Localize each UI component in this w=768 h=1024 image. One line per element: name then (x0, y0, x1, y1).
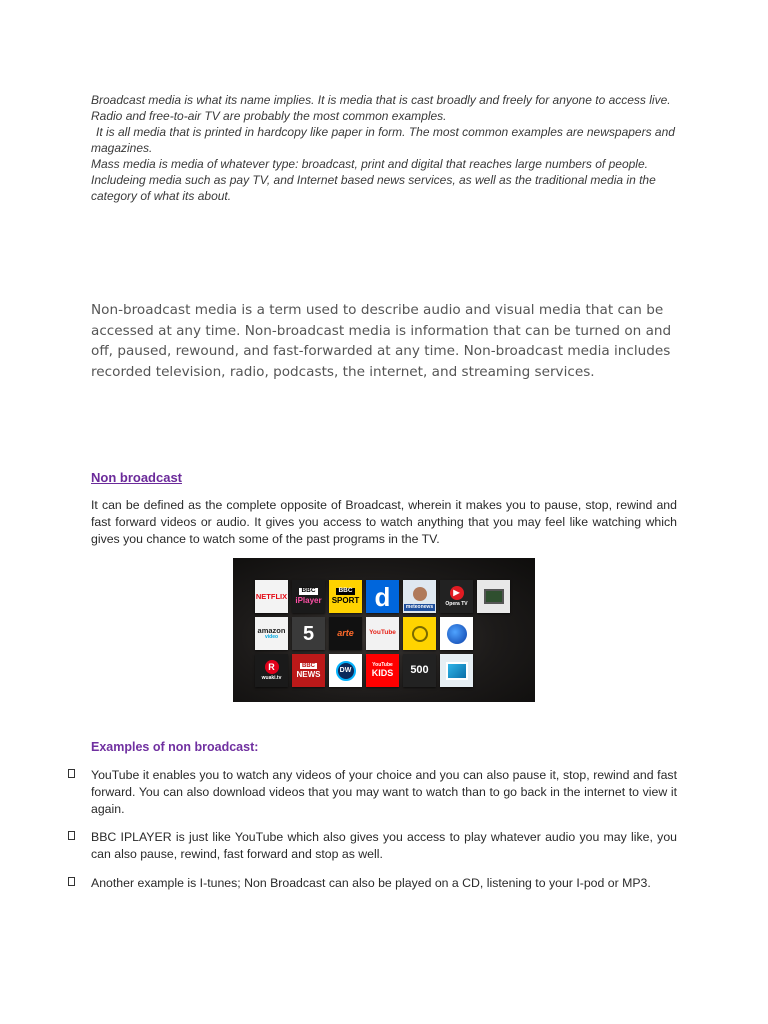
photo-app-logo (440, 654, 473, 687)
bbc-news-logo (292, 654, 325, 687)
globe-app-logo (440, 617, 473, 650)
news-label: NEWS (296, 669, 321, 679)
bullet-box-icon (68, 877, 75, 886)
youtube-kids-logo (366, 654, 399, 687)
rakuten-tv-logo (255, 654, 288, 687)
sport-label: SPORT (331, 595, 360, 605)
mass-media-text: Mass media is media of whatever type: broadcast, print and digital that reaches large numbers of people. Includeing media such as pay TV, and Internet based news services, as well as the traditional media in the category of what its about. (91, 157, 656, 203)
bbc-sport-logo (329, 580, 362, 613)
dailymotion-logo: d (366, 580, 399, 613)
meteonews-label: meteonews (405, 604, 434, 610)
amazon-video-logo (255, 617, 288, 650)
amazon-label: amazon (257, 625, 286, 635)
rakuten-sub-label: wuaki.tv (261, 675, 282, 681)
dw-label: DW (336, 661, 356, 681)
kids-label: KIDS (371, 668, 394, 678)
intro-paragraphs (91, 92, 683, 204)
yellow-app-logo (403, 617, 436, 650)
print-media-text: It is all media that is printed in hardcopy like paper in form. The most common examples are newspapers and magazines. (91, 125, 675, 155)
netflix-logo: NETFLIX (255, 580, 288, 613)
bbc-iplayer-logo (292, 580, 325, 613)
tv-screen-logo (477, 580, 510, 613)
streaming-apps-image (233, 558, 535, 702)
youtube-example-text: YouTube it enables you to watch any videos of your choice and you can also pause it, stop, rewind and fast forward. You can also download videos that you may want to watch than to go back in the internet to view it again. (91, 768, 677, 816)
bullet-box-icon (68, 831, 75, 840)
opera-tv-label: Opera TV (445, 601, 468, 607)
examples-heading: Examples of non broadcast: (91, 740, 259, 754)
youtube-logo: YouTube (366, 617, 399, 650)
non-broadcast-heading-link[interactable]: Non broadcast (91, 470, 183, 485)
screen-icon (484, 589, 504, 604)
non-broadcast-paragraph: It can be defined as the complete opposite of Broadcast, wherein it makes you to pause, stop, rewind and fast forward videos or audio. It gives you access to watch anything that you may feel like watching which gives you chance to watch some of the past programs in the TV. (91, 498, 677, 546)
rakuten-label: R (265, 660, 279, 674)
globe-icon (447, 624, 467, 644)
broadcast-media-text: Broadcast media is what its name implies. It is media that is cast broadly and freely for anyone to access live. Radio and free-to-air TV are probably the most common examples. (91, 93, 671, 123)
itunes-example-text: Another example is I-tunes; Non Broadcast can also be played on a CD, listening to your I-pod or MP3. (91, 876, 651, 890)
photo-icon (446, 662, 468, 680)
arte-logo: arte (329, 617, 362, 650)
bbc-news-bbc-label: BBC (302, 662, 315, 669)
non-broadcast-definition: Non-broadcast media is a term used to describe audio and visual media that can be accessed at any time. Non-broadcast media is information that can be turned on and off, paused, rewound, and fast-forwarded at any time. Non-broadcast media includes recorded television, radio, podcasts, the internet, and streaming services. (91, 302, 672, 381)
opera-play-icon: ▶ (450, 586, 464, 600)
meteonews-logo (403, 580, 436, 613)
amazon-sub-label: video (264, 634, 279, 641)
500px-logo: 500 (403, 654, 436, 687)
bbc-label: BBC (301, 587, 316, 595)
bbc-iplayer-example-text: BBC IPLAYER is just like YouTube which also gives you access to play whatever audio you may like, you can also pause, rewind, fast forward and stop as well. (91, 830, 677, 861)
presenter-avatar (413, 587, 427, 601)
dw-logo (329, 654, 362, 687)
opera-tv-logo (440, 580, 473, 613)
channel-5-logo: 5 (292, 617, 325, 650)
bullet-box-icon (68, 769, 75, 778)
bbc-sport-bbc-label: BBC (338, 587, 353, 595)
iplayer-label: iPlayer (295, 595, 322, 605)
ring-icon (412, 626, 428, 642)
youtube-kids-top-label: YouTube (372, 662, 393, 668)
